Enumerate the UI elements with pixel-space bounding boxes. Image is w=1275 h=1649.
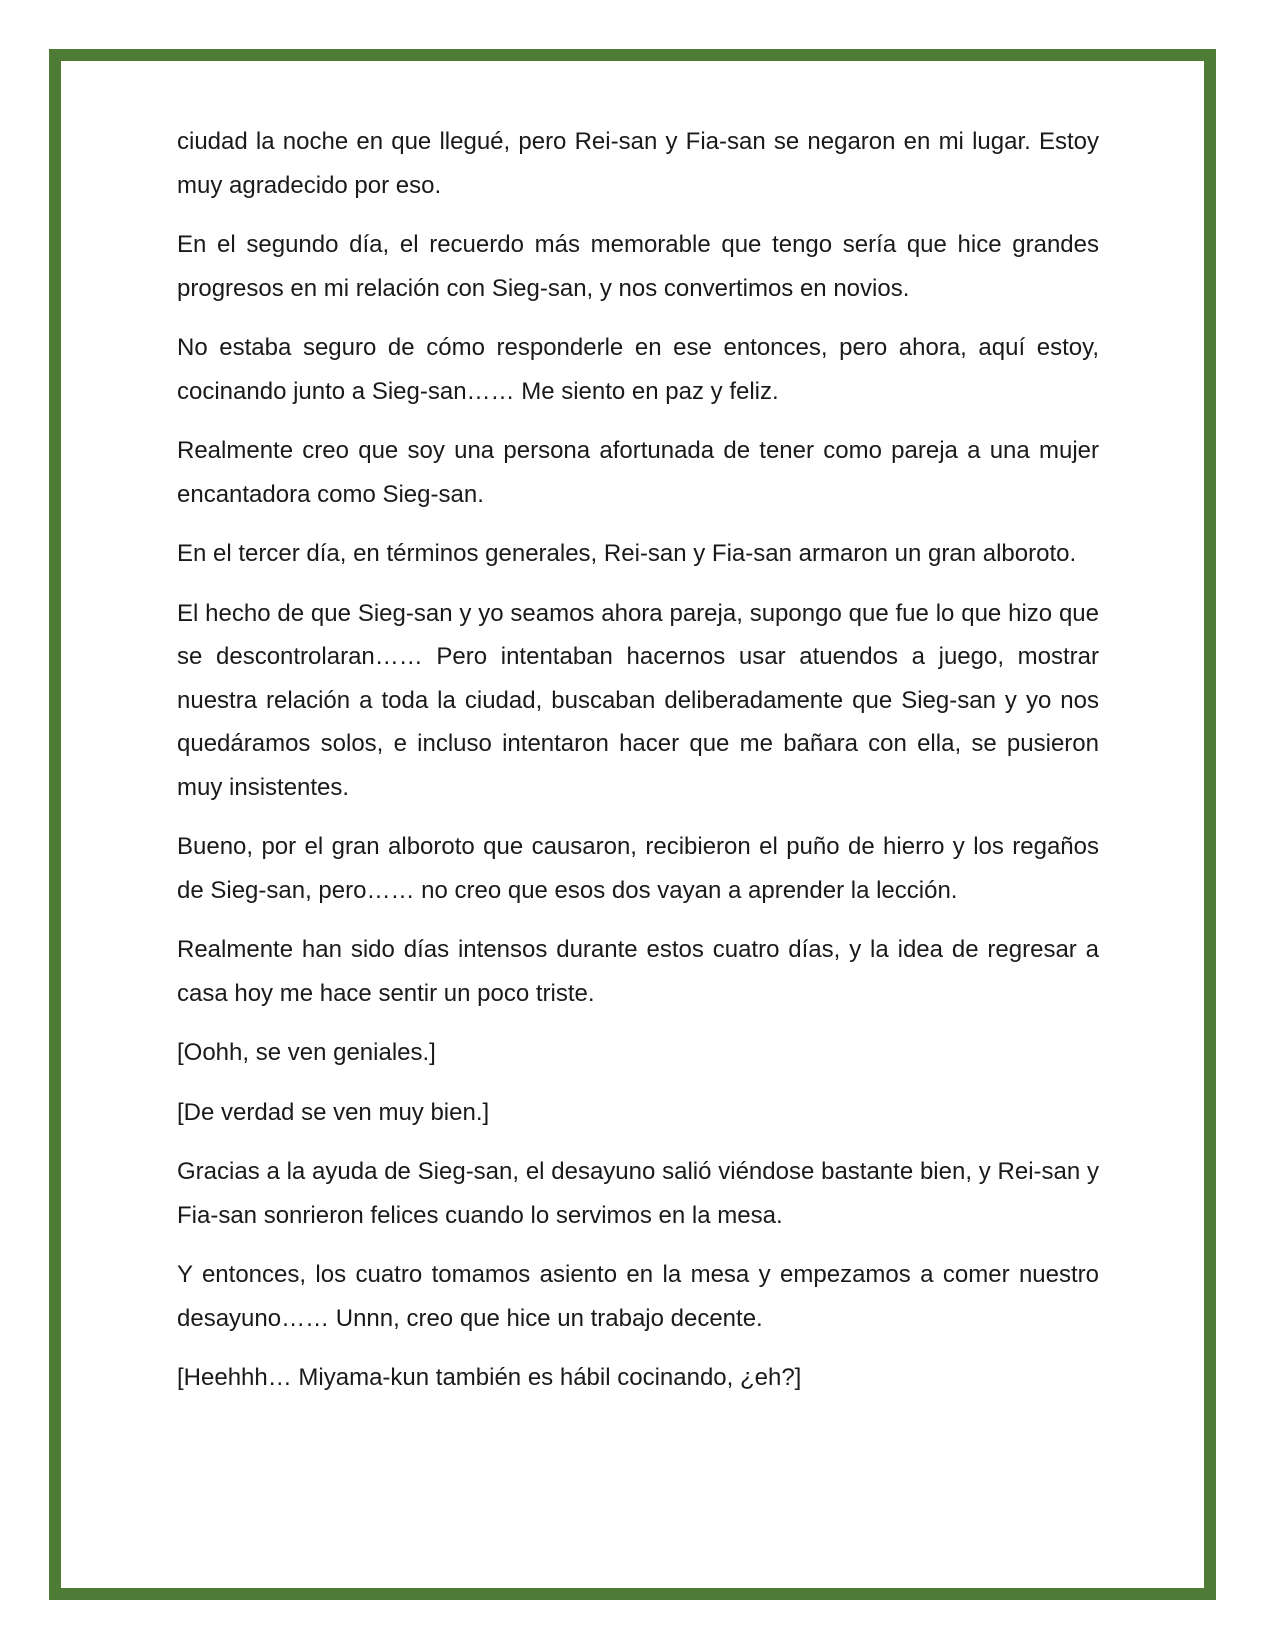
dialogue-line: [Oohh, se ven geniales.]	[177, 1039, 436, 1066]
paragraph: Realmente han sido días intensos durante estos cuatro días, y la idea de regresar a casa hoy me hace sentir un poco triste.	[177, 936, 1099, 1007]
page-body	[177, 120, 1099, 1416]
paragraph: No estaba seguro de cómo responderle en ese entonces, pero ahora, aquí estoy, cocinando junto a Sieg-san…… Me siento en paz y feliz.	[177, 334, 1099, 405]
paragraph: Y entonces, los cuatro tomamos asiento en la mesa y empezamos a comer nuestro desayuno…… Unnn, creo que hice un trabajo decente.	[177, 1261, 1099, 1332]
paragraph: El hecho de que Sieg-san y yo seamos ahora pareja, supongo que fue lo que hizo que se descontrolaran…… Pero intentaban hacernos usar atuendos a juego, mostrar nuestra relación a toda la ciudad, buscaban deliberadamente que Sieg-san y yo nos quedáramos solos, e incluso intentaron hacer que me bañara con ella, se pusieron muy insistentes.	[177, 599, 1099, 801]
dialogue-line: [De verdad se ven muy bien.]	[177, 1098, 490, 1126]
dialogue-line: [Heehhh… Miyama-kun también es hábil cocinando, ¿eh?]	[177, 1364, 802, 1391]
paragraph: En el segundo día, el recuerdo más memorable que tengo sería que hice grandes progresos en mi relación con Sieg-san, y nos convertimos en novios.	[177, 231, 1099, 302]
paragraph: Realmente creo que soy una persona afortunada de tener como pareja a una mujer encantadora como Sieg-san.	[177, 437, 1099, 508]
paragraph: Gracias a la ayuda de Sieg-san, el desayuno salió viéndose bastante bien, y Rei-san y Fia-san sonrieron felices cuando lo servimos en la mesa.	[177, 1158, 1099, 1229]
paragraph: Bueno, por el gran alboroto que causaron, recibieron el puño de hierro y los regaños de Sieg-san, pero…… no creo que esos dos vayan a aprender la lección.	[177, 833, 1099, 904]
paragraph: En el tercer día, en términos generales, Rei-san y Fia-san armaron un gran alboroto.	[177, 540, 1077, 567]
paragraph: ciudad la noche en que llegué, pero Rei-san y Fia-san se negaron en mi lugar. Estoy muy agradecido por eso.	[177, 128, 1099, 199]
